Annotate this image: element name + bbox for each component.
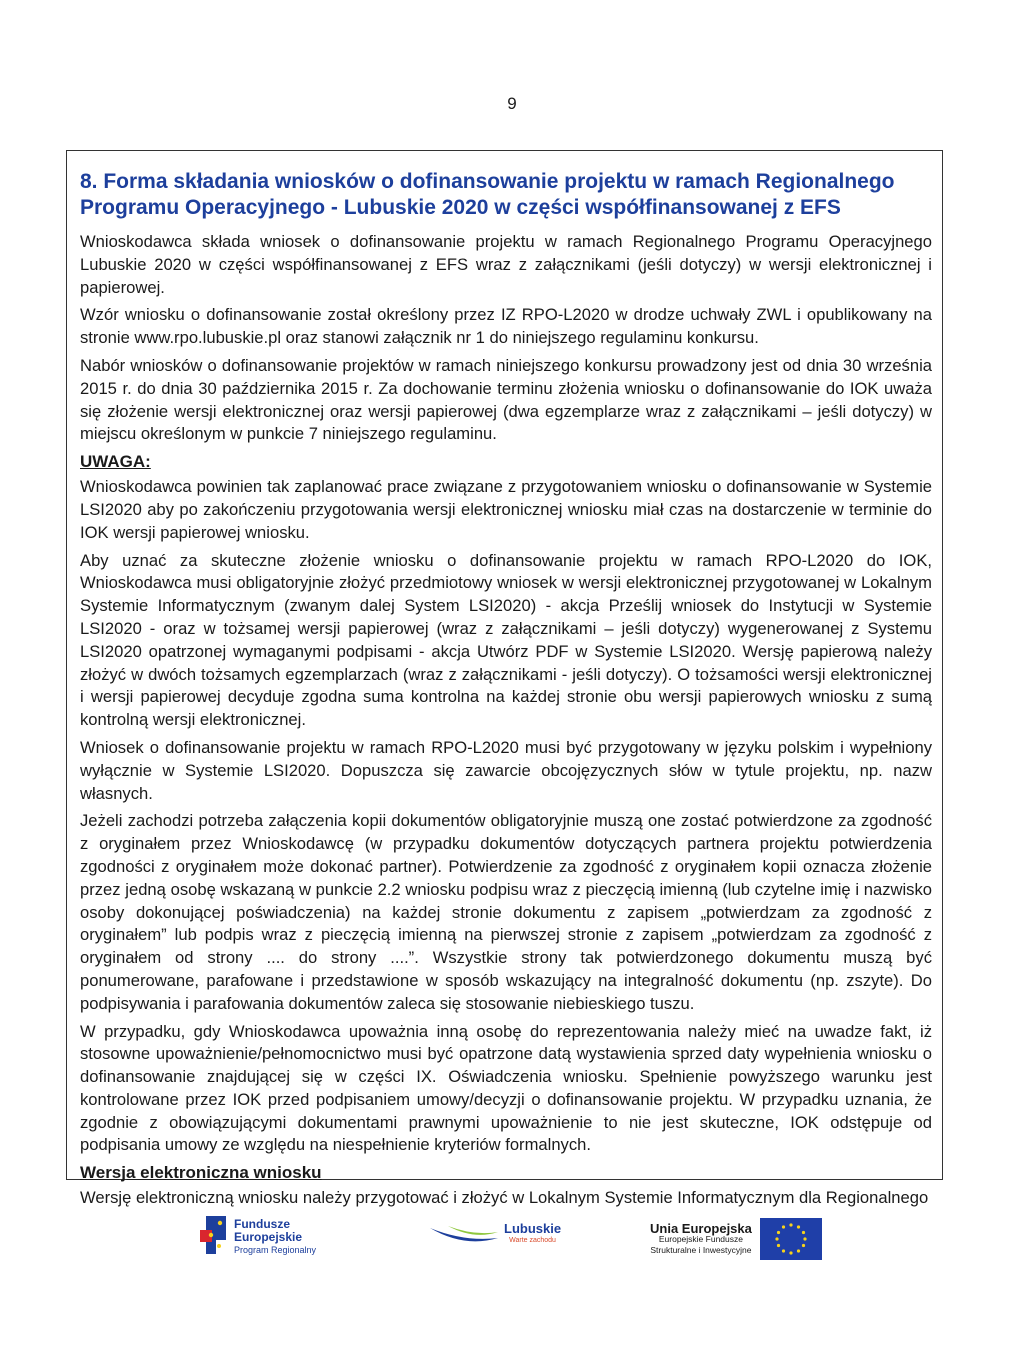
fe-subtitle: Program Regionalny [234, 1244, 317, 1255]
lubuskie-subtitle: Warte zachodu [509, 1237, 556, 1244]
fundusze-europejskie-logo [198, 1214, 316, 1260]
wersja-elektroniczna-heading: Wersja elektroniczna wniosku [80, 1163, 322, 1183]
uwaga-heading: UWAGA: [80, 452, 151, 472]
lubuskie-logo [428, 1222, 561, 1248]
paragraph: Wzór wniosku o dofinansowanie został określony przez IZ RPO-L2020 w drodze uchwały ZWL i opublikowany na stronie www.rpo.lubuskie.pl oraz stanowi załącznik nr 1 do niniejszego regulaminu konkursu. [80, 305, 932, 348]
section-title: 8. Forma składania wniosków o dofinansowanie projektu w ramach Regionalnego Programu Operacyjnego - Lubuskie 2020 w części współfinansowanej z EFS [80, 170, 895, 219]
unia-europejska-logo [650, 1218, 822, 1260]
page-number: 9 [507, 94, 517, 113]
lubuskie-title: Lubuskie [504, 1221, 562, 1236]
paragraph: Wnioskodawca składa wniosek o dofinansowanie projektu w ramach Regionalnego Programu Operacyjnego Lubuskie 2020 w części współfinansowanej z EFS wraz z załącznikami (jeśli dotyczy) w wersji elektronicznej i papierowej. [80, 232, 932, 297]
content-frame [66, 150, 943, 1208]
footer-logos [0, 1212, 1024, 1272]
fundusze-europejskie-icon [198, 1214, 228, 1260]
unia-europejska-text [650, 1220, 752, 1256]
lubuskie-swoosh-icon [428, 1222, 500, 1248]
paragraph: Wniosek o dofinansowanie projektu w ramach RPO-L2020 musi być przygotowany w języku polskim i wypełniony wyłącznie w Systemie LSI2020. Dopuszcza się zawarcie obcojęzycznych słów w tytule projektu, np. nazw własnych. [80, 737, 932, 803]
fe-title: Fundusze [234, 1216, 290, 1231]
paragraph-last-line: Wersję elektroniczną wniosku należy przygotować i złożyć w Lokalnym Systemie Informatycznym dla Regionalnego [80, 1188, 929, 1208]
paragraph: W przypadku, gdy Wnioskodawca upoważnia inną osobę do reprezentowania należy mieć na uwadze fakt, iż stosowne upoważnienie/pełnomocnictwo musi być opatrzone datą wystawienia sprzed daty wypełnienia wniosku o dofinansowanie znajdującej się w części IX. Oświadczenia wniosku. Spełnienie powyższego warunku jest kontrolowane przez IOK przed podpisaniem umowy/decyzji o dofinansowanie projektu. W przypadku uznania, że zgodnie z obowiązującymi dokumentami prawnymi upoważnienie to nie jest skuteczne, IOK odstępuje od podpisania umowy ze względu na niespełnienie kryteriów formalnych. [80, 1021, 932, 1155]
lubuskie-text [504, 1223, 561, 1247]
eu-flag-icon [760, 1218, 822, 1260]
fundusze-europejskie-text [234, 1218, 316, 1257]
paragraph: Aby uznać za skuteczne złożenie wniosku o dofinansowanie projektu w ramach RPO-L2020 do IOK, Wnioskodawca musi obligatoryjnie złożyć przedmiotowy wniosek w wersji elektronicznej przygotowanej w Lokalnym Systemie Informatycznym (zwanym dalej System LSI2020) - akcja Prześlij wniosek do Instytucji w Systemie LSI2020 - oraz w tożsamej wersji papierowej (wraz z załącznikami – jeśli dotyczy) wygenerowanej z Systemu LSI2020 opatrzonej wymaganymi podpisami - akcja Utwórz PDF w Systemie LSI2020. Wersję papierową należy złożyć w dwóch tożsamych egzemplarzach (wraz z załącznikami - jeśli dotyczy). O tożsamości wersji elektronicznej i wersji papierowej decyduje zgodna suma kontrolna na każdej stronie obu wersji papierowych wniosku z sumą kontrolną wersji elektronicznej. [80, 550, 932, 730]
eu-subtitle-1: Europejskie Fundusze [658, 1233, 743, 1244]
paragraph: Wnioskodawca powinien tak zaplanować prace związane z przygotowaniem wniosku o dofinansowanie w Systemie LSI2020 aby po zakończeniu przygotowania wersji elektronicznej wniosku miał czas na dostarczenie w terminie do IOK wersji papierowej wniosku. [80, 477, 932, 542]
eu-title: Unia Europejska [650, 1220, 752, 1236]
paragraph: Jeżeli zachodzi potrzeba załączenia kopii dokumentów obligatoryjnie muszą one zostać potwierdzone za zgodność z oryginałem przez Wnioskodawcę (w przypadku dokumentów dotyczących partnera projektu potwierdzenia zgodności z oryginałem może dokonać partner). Potwierdzenie za zgodność z oryginałem kopii oznacza złożenie przez jedną osobę wskazaną w punkcie 2.2 wniosku podpisu wraz z pieczęcią imienną (lub czytelne imię i nazwisko osoby dokonującej poświadczenia) na każdej stronie dokumentu z zapisem „potwierdzam za zgodność z oryginałem” lub podpis wraz z pieczęcią imienną na pierwszej stronie z zapisem „potwierdzam za zgodność z oryginałem od strony .... do strony ....”. Wszystkie strony tak potwierdzonego dokumentu muszą być ponumerowane, parafowane i przedstawione w sposób wskazujący na integralność dokumentu (np. zszyte). Do podpisywania i parafowania dokumentów zaleca się stosowanie niebieskiego tuszu. [80, 811, 932, 1013]
fe-title2: Europejskie [234, 1229, 303, 1244]
eu-subtitle-2: Strukturalne i Inwestycyjne [650, 1244, 752, 1255]
paragraph: Nabór wniosków o dofinansowanie projektów w ramach niniejszego konkursu prowadzony jest od dnia 30 września 2015 r. do dnia 30 października 2015 r. Za dochowanie terminu złożenia wniosku o dofinansowanie do IOK uważa się złożenie wersji elektronicznej oraz wersji papierowej (dwa egzemplarze wraz z załącznikami – jeśli dotyczy) w miejscu określonym w punkcie 7 niniejszego regulaminu. [80, 355, 932, 444]
